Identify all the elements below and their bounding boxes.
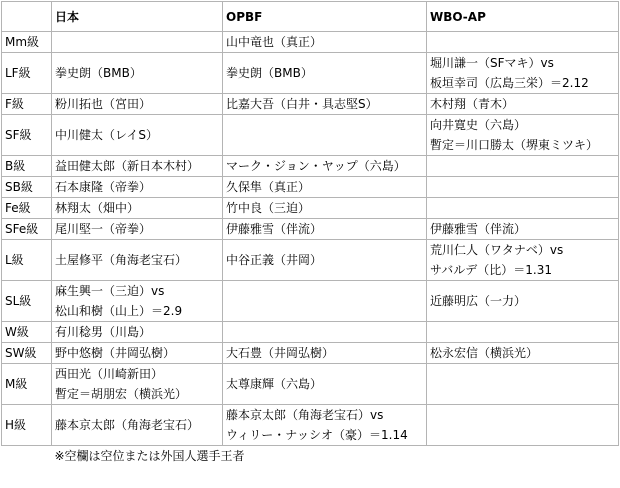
japan-champion-cell-line: 藤本京太郎（角海老宝石） <box>55 418 200 432</box>
japan-champion-cell <box>52 53 223 94</box>
wbo-ap-champion-cell-line: 向井寛史（六島） <box>430 118 527 132</box>
header-row <box>2 2 619 32</box>
wbo-ap-champion-cell <box>427 343 619 364</box>
opbf-champion-cell <box>223 156 427 177</box>
wbo-ap-champion-cell <box>427 405 619 446</box>
wbo-ap-champion-cell-line: 堀川謙一（SFマキ）vs <box>430 56 554 70</box>
japan-champion-cell <box>52 198 223 219</box>
japan-champion-cell-line: 有川稔男（川島） <box>55 325 152 339</box>
japan-champion-cell <box>52 405 223 446</box>
footnote-blank-cell <box>2 446 52 467</box>
japan-champion-cell-line: 松山和樹（山上）＝2.9 <box>55 304 183 318</box>
wbo-ap-champion-cell <box>427 240 619 281</box>
weight-class-cell: F級 <box>2 94 52 115</box>
opbf-champion-cell <box>223 94 427 115</box>
japan-champion-cell-line: 尾川堅一（帝拳） <box>55 222 152 236</box>
japan-champion-cell <box>52 115 223 156</box>
wbo-ap-champion-cell <box>427 364 619 405</box>
opbf-champion-cell <box>223 322 427 343</box>
table-row <box>2 177 619 198</box>
weight-class-cell: W級 <box>2 322 52 343</box>
japan-champion-cell <box>52 281 223 322</box>
wbo-ap-champion-cell <box>427 219 619 240</box>
table-row <box>2 281 619 322</box>
japan-champion-cell-line: 土屋修平（角海老宝石） <box>55 253 188 267</box>
japan-champion-cell-line: 暫定＝胡朋宏（横浜光） <box>55 387 188 401</box>
japan-champion-cell-line: 麻生興一（三迫）vs <box>55 284 165 298</box>
opbf-champion-cell <box>223 405 427 446</box>
weight-class-cell: L級 <box>2 240 52 281</box>
wbo-ap-champion-cell <box>427 53 619 94</box>
opbf-champion-cell-line: 拳史朗（BMB） <box>226 66 313 80</box>
wbo-ap-champion-cell <box>427 281 619 322</box>
opbf-champion-cell <box>223 115 427 156</box>
header-weight-class <box>2 2 52 32</box>
japan-champion-cell <box>52 240 223 281</box>
table-row <box>2 94 619 115</box>
weight-class-cell: LF級 <box>2 53 52 94</box>
wbo-ap-champion-cell <box>427 115 619 156</box>
opbf-champion-cell-line: 山中竜也（真正） <box>226 35 323 49</box>
opbf-champion-cell-line: 中谷正義（井岡） <box>226 253 323 267</box>
weight-class-cell: SW級 <box>2 343 52 364</box>
table-body <box>2 32 619 467</box>
opbf-champion-cell <box>223 364 427 405</box>
footnote: ※空欄は空位または外国人選手王者 <box>52 446 619 467</box>
japan-champion-cell-line: 西田光（川崎新田） <box>55 367 164 381</box>
table-row <box>2 32 619 53</box>
japan-champion-cell <box>52 156 223 177</box>
opbf-champion-cell-line: 久保隼（真正） <box>226 180 311 194</box>
opbf-champion-cell <box>223 219 427 240</box>
weight-class-cell: SFe級 <box>2 219 52 240</box>
wbo-ap-champion-cell <box>427 156 619 177</box>
japan-champion-cell <box>52 343 223 364</box>
wbo-ap-champion-cell-line: 板垣幸司（広島三栄）＝2.12 <box>430 76 589 90</box>
japan-champion-cell <box>52 322 223 343</box>
wbo-ap-champion-cell-line: 松永宏信（横浜光） <box>430 346 539 360</box>
opbf-champion-cell-line: 太尊康輝（六島） <box>226 377 323 391</box>
table-row <box>2 343 619 364</box>
wbo-ap-champion-cell <box>427 94 619 115</box>
opbf-champion-cell <box>223 281 427 322</box>
opbf-champion-cell <box>223 53 427 94</box>
weight-class-cell: SL級 <box>2 281 52 322</box>
table-row <box>2 115 619 156</box>
opbf-champion-cell <box>223 343 427 364</box>
table-row <box>2 53 619 94</box>
table-row <box>2 364 619 405</box>
weight-class-cell: H級 <box>2 405 52 446</box>
weight-class-cell: SB級 <box>2 177 52 198</box>
japan-champion-cell <box>52 364 223 405</box>
opbf-champion-cell-line: 比嘉大吾（白井・具志堅S） <box>226 97 378 111</box>
table-row <box>2 322 619 343</box>
wbo-ap-champion-cell <box>427 322 619 343</box>
opbf-champion-cell <box>223 177 427 198</box>
opbf-champion-cell-line: マーク・ジョン・ヤップ（六島） <box>226 159 406 173</box>
header-japan: 日本 <box>52 2 223 32</box>
weight-class-cell: M級 <box>2 364 52 405</box>
opbf-champion-cell-line: 竹中良（三迫） <box>226 201 311 215</box>
table-row <box>2 405 619 446</box>
japan-champion-cell <box>52 219 223 240</box>
opbf-champion-cell-line: 大石豊（井岡弘樹） <box>226 346 335 360</box>
wbo-ap-champion-cell <box>427 32 619 53</box>
japan-champion-cell-line: 中川健太（レイS） <box>55 128 159 142</box>
header-wbo-ap: WBO-AP <box>427 2 619 32</box>
japan-champion-cell-line: 拳史朗（BMB） <box>55 66 142 80</box>
opbf-champion-cell <box>223 198 427 219</box>
wbo-ap-champion-cell-line: 荒川仁人（ワタナベ）vs <box>430 243 564 257</box>
japan-champion-cell-line: 野中悠樹（井岡弘樹） <box>55 346 176 360</box>
weight-class-cell: Mm級 <box>2 32 52 53</box>
opbf-champion-cell <box>223 32 427 53</box>
table-row <box>2 240 619 281</box>
japan-champion-cell <box>52 177 223 198</box>
header-opbf: OPBF <box>223 2 427 32</box>
wbo-ap-champion-cell-line: 近藤明広（一力） <box>430 294 527 308</box>
wbo-ap-champion-cell-line: 木村翔（青木） <box>430 97 515 111</box>
table-row <box>2 156 619 177</box>
japan-champion-cell-line: 林翔太（畑中） <box>55 201 140 215</box>
japan-champion-cell-line: 益田健太郎（新日本木村） <box>55 159 200 173</box>
opbf-champion-cell-line: 伊藤雅雪（伴流） <box>226 222 323 236</box>
weight-class-cell: SF級 <box>2 115 52 156</box>
wbo-ap-champion-cell <box>427 177 619 198</box>
weight-class-cell: B級 <box>2 156 52 177</box>
table-row <box>2 198 619 219</box>
japan-champion-cell <box>52 94 223 115</box>
footnote-row <box>2 446 619 467</box>
wbo-ap-champion-cell-line: 暫定＝川口勝太（堺東ミツキ） <box>430 138 599 152</box>
wbo-ap-champion-cell <box>427 198 619 219</box>
title-holders-table <box>1 1 619 466</box>
weight-class-cell: Fe級 <box>2 198 52 219</box>
opbf-champion-cell <box>223 240 427 281</box>
wbo-ap-champion-cell-line: 伊藤雅雪（伴流） <box>430 222 527 236</box>
opbf-champion-cell-line: ウィリー・ナッシオ（豪）＝1.14 <box>226 428 408 442</box>
japan-champion-cell-line: 石本康隆（帝拳） <box>55 180 152 194</box>
opbf-champion-cell-line: 藤本京太郎（角海老宝石）vs <box>226 408 384 422</box>
wbo-ap-champion-cell-line: サバルデ（比）＝1.31 <box>430 263 552 277</box>
table-row <box>2 219 619 240</box>
japan-champion-cell <box>52 32 223 53</box>
japan-champion-cell-line: 粉川拓也（宮田） <box>55 97 152 111</box>
